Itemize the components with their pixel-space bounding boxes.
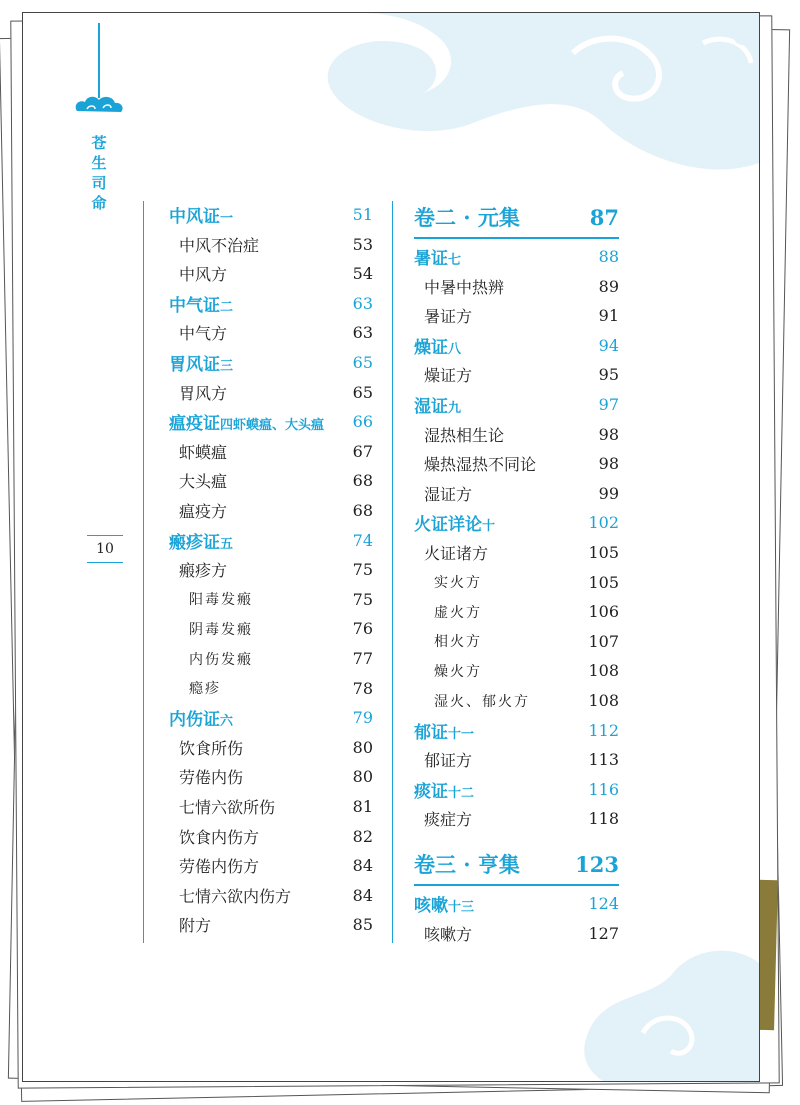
toc-entry-title-text: 大头瘟	[179, 472, 228, 492]
toc-entry-title-text: 内伤发瘢	[189, 651, 253, 668]
toc-chapter-number: 一	[220, 211, 234, 226]
toc-entry-title-text: 燥证	[414, 337, 448, 358]
toc-chapter-entry	[169, 703, 373, 732]
toc-entry-title	[414, 748, 472, 771]
toc-entry-title-text: 瘟疫方	[179, 502, 228, 521]
toc-page-number: 116	[588, 779, 619, 799]
toc-page-number: 80	[352, 767, 373, 787]
toc-entry-title	[414, 333, 461, 358]
toc-entry	[414, 479, 619, 508]
toc-entry-title-text: 阳毒发瘢	[189, 592, 253, 609]
toc-entry-title	[169, 913, 211, 936]
toc-entry-title-text: 瘢疹证	[169, 532, 220, 553]
toc-entry-title	[414, 541, 488, 564]
toc-entry-title-text: 暑证	[414, 249, 448, 269]
toc-page-number: 63	[352, 293, 373, 313]
toc-entry	[169, 851, 373, 880]
toc-chapter-number: 四虾蟆瘟、大头瘟	[220, 418, 325, 434]
toc-entry-title-text: 虚火方	[434, 604, 482, 621]
toc-entry-title	[414, 510, 495, 535]
toc-entry-title	[414, 718, 474, 743]
toc-entry-title-text: 阴毒发瘢	[189, 621, 253, 638]
toc-entry	[414, 538, 619, 567]
toc-page-number: 77	[352, 649, 373, 668]
toc-page-number: 63	[352, 323, 373, 343]
toc-page-number: 75	[352, 589, 373, 609]
toc-entry-title-text: 燥火方	[434, 663, 482, 680]
toc-page-number: 123	[575, 851, 619, 877]
toc-chapter-number: 十二	[448, 785, 475, 801]
toc-page-number: 105	[588, 572, 619, 592]
toc-page-number: 107	[588, 631, 619, 651]
toc-chapter-entry	[414, 242, 619, 271]
toc-chapter-entry	[414, 390, 619, 419]
toc-entry	[414, 568, 619, 597]
toc-entry-title	[169, 765, 243, 788]
toc-chapter-entry	[414, 508, 619, 537]
toc-entry-title	[169, 649, 253, 669]
toc-entry-title	[169, 202, 233, 227]
toc-chapter-number: 十一	[448, 726, 475, 742]
toc-entry-title-text: 湿证方	[424, 484, 473, 504]
toc-entry	[169, 259, 373, 288]
toc-entry	[414, 804, 619, 833]
toc-entry-title-text: 中暑中热辨	[424, 277, 505, 297]
toc-page-number: 51	[352, 205, 373, 224]
toc-entry-title	[169, 589, 253, 609]
toc-entry-title-text: 瘟疫证	[169, 414, 220, 435]
toc-entry	[169, 378, 373, 407]
side-ornament-line	[98, 23, 100, 98]
toc-entry-title	[414, 691, 530, 711]
toc-chapter-number: 二	[220, 299, 234, 315]
toc-entry	[169, 614, 373, 643]
center-column-rule	[392, 201, 393, 943]
toc-page-number: 124	[588, 894, 619, 913]
toc-entry-title	[414, 602, 482, 622]
toc-page-number: 85	[352, 915, 373, 935]
toc-entry-title-text: 瘢疹方	[179, 561, 228, 581]
toc-page-number: 76	[352, 619, 373, 639]
toc-entry-title	[414, 304, 472, 327]
toc-page-number: 97	[598, 395, 619, 414]
toc-entry	[169, 585, 373, 614]
toc-page-number: 79	[352, 708, 373, 728]
toc-entry	[169, 318, 373, 347]
toc-page-number: 91	[598, 306, 619, 326]
toc-entry-title-text: 内伤证	[169, 710, 220, 731]
toc-entry-title-text: 劳倦内伤方	[179, 857, 260, 877]
toc-entry-title-text: 火证诸方	[424, 544, 489, 563]
toc-page-number: 65	[352, 382, 373, 402]
toc-entry-title	[169, 854, 259, 877]
toc-entry-title	[169, 440, 227, 463]
toc-entry-title-text: 中风方	[179, 265, 228, 285]
toc-chapter-entry	[414, 775, 619, 804]
toc-entry-title-text: 中气证	[169, 295, 220, 316]
toc-entry-title	[414, 452, 536, 475]
toc-page-number: 105	[588, 543, 619, 562]
toc-entry	[414, 597, 619, 626]
toc-page-number: 108	[588, 691, 619, 710]
toc-entry	[169, 674, 373, 703]
toc-chapter-number: 八	[448, 341, 462, 357]
toc-entry-title	[169, 469, 227, 492]
side-book-title: 苍生司命	[91, 134, 107, 212]
toc-entry-title-text: 中风不治症	[179, 235, 260, 255]
toc-page-number: 94	[598, 335, 619, 355]
toc-entry-title	[169, 528, 233, 553]
toc-page-number: 118	[588, 809, 619, 829]
toc-chapter-entry	[414, 331, 619, 360]
toc-entry-title	[414, 807, 472, 830]
toc-entry-title-text: 胃风方	[179, 383, 228, 403]
toc-entry	[169, 910, 373, 939]
toc-page-number: 127	[588, 923, 619, 943]
toc-entry-title	[414, 891, 474, 916]
toc-page-number: 87	[589, 204, 619, 230]
toc-left-column	[169, 200, 373, 950]
toc-entry-title-text: 郁证	[414, 722, 448, 743]
toc-entry-title	[414, 572, 482, 592]
toc-volume-heading	[414, 200, 619, 234]
toc-entry-title-text: 相火方	[434, 634, 482, 651]
toc-entry-title	[414, 363, 472, 386]
toc-entry	[414, 360, 619, 389]
toc-entry-title-text: 卷三 · 亨集	[414, 852, 520, 877]
toc-entry	[414, 272, 619, 301]
toc-chapter-number: 七	[448, 253, 462, 268]
toc-entry-title	[169, 736, 243, 759]
toc-entry-title-text: 虾蟆瘟	[179, 442, 228, 462]
toc-entry-title-text: 卷二 · 元集	[414, 205, 520, 230]
toc-entry	[169, 555, 373, 584]
toc-right-column	[414, 200, 619, 950]
toc-entry-title	[169, 705, 233, 730]
toc-entry-title	[414, 244, 461, 269]
toc-entry	[169, 792, 373, 821]
toc-entry-title-text: 七情六欲内伤方	[179, 886, 292, 906]
toc-chapter-entry	[169, 348, 373, 377]
toc-entry	[169, 733, 373, 762]
toc-entry-title	[169, 321, 227, 344]
toc-entry-title-text: 附方	[179, 916, 212, 936]
toc-page-number: 68	[352, 501, 373, 520]
volume-underline	[414, 884, 619, 886]
toc-page-number: 108	[588, 661, 619, 681]
toc-page-number: 106	[588, 602, 619, 622]
toc-entry-title-text: 中风证	[169, 207, 220, 227]
toc-page-number: 84	[352, 856, 373, 876]
toc-entry-title-text: 咳嗽	[414, 896, 448, 916]
toc-entry-title-text: 七情六欲所伤	[179, 798, 276, 817]
toc-page-number: 80	[352, 737, 373, 757]
toc-entry-title	[169, 884, 291, 907]
toc-page-number: 66	[352, 412, 373, 432]
toc-chapter-entry	[414, 889, 619, 918]
toc-chapter-number: 十	[482, 519, 496, 535]
toc-page-number: 98	[598, 424, 619, 444]
toc-entry-title	[414, 661, 482, 681]
toc-page-number: 113	[588, 750, 619, 770]
toc-entry	[414, 420, 619, 449]
toc-page-number: 65	[352, 353, 373, 372]
toc-entry-title	[169, 558, 227, 581]
volume-underline	[414, 237, 619, 239]
toc-entry	[414, 627, 619, 656]
toc-chapter-entry	[169, 526, 373, 555]
toc-page-number: 99	[598, 483, 619, 503]
toc-page-number: 53	[352, 234, 373, 254]
toc-entry-title	[169, 499, 227, 522]
toc-entry-title-text: 湿火、郁火方	[434, 693, 530, 710]
toc-page-number: 54	[352, 264, 373, 284]
toc-entry-title-text: 湿证	[414, 397, 448, 417]
toc-entry-title	[414, 922, 472, 945]
toc-chapter-number: 三	[220, 359, 234, 374]
toc-entry-title-text: 燥证方	[424, 366, 473, 386]
toc-page-number: 74	[352, 530, 373, 550]
toc-entry	[414, 745, 619, 774]
toc-entry-title	[414, 423, 504, 446]
toc-page-number: 89	[598, 276, 619, 296]
toc-entry-title	[169, 678, 221, 698]
toc-chapter-number: 十三	[448, 900, 475, 915]
toc-entry	[414, 301, 619, 330]
toc-entry-title-text: 痰症方	[424, 810, 473, 830]
toc-chapter-number: 六	[220, 714, 234, 730]
toc-entry-title-text: 瘾疹	[189, 681, 221, 698]
toc-entry-title-text: 郁证方	[424, 751, 473, 771]
toc-chapter-entry	[169, 407, 373, 436]
cloud-ornament-bottom	[563, 943, 759, 1081]
toc-entry-title-text: 痰证	[414, 781, 448, 802]
toc-entry-title-text: 湿热相生论	[424, 425, 505, 445]
toc-entry-title-text: 燥热湿热不同论	[424, 455, 537, 475]
toc-entry	[414, 919, 619, 948]
toc-chapter-entry	[414, 716, 619, 745]
toc-page-number: 68	[352, 471, 373, 491]
toc-entry-title	[414, 392, 461, 417]
toc-entry-title-text: 暑证方	[424, 307, 473, 327]
toc-entry	[414, 686, 619, 715]
toc-entry-title	[414, 631, 482, 651]
toc-entry-title	[169, 350, 233, 375]
toc-entry	[169, 644, 373, 673]
toc-page-number: 88	[598, 247, 619, 266]
toc-page-number: 81	[352, 797, 373, 816]
toc-entry-title-text: 饮食内伤方	[179, 827, 260, 847]
toc-volume-heading	[414, 847, 619, 881]
toc-page-number: 112	[588, 720, 619, 740]
toc-entry	[169, 230, 373, 259]
toc-entry-title	[169, 381, 227, 404]
toc-entry-title	[169, 409, 324, 434]
toc-page	[22, 12, 760, 1082]
toc-entry-title	[169, 262, 227, 285]
toc-entry-title-text: 咳嗽方	[424, 924, 473, 944]
toc-entry	[414, 449, 619, 478]
cloud-emblem-icon	[73, 93, 125, 117]
toc-page-number: 67	[352, 441, 373, 461]
toc-chapter-entry	[169, 200, 373, 229]
toc-chapter-number: 九	[448, 401, 462, 416]
toc-chapter-number: 五	[220, 536, 234, 552]
toc-entry-title	[414, 275, 504, 298]
toc-page-number: 75	[352, 560, 373, 580]
toc-entry	[169, 822, 373, 851]
toc-entry-title-text: 实火方	[434, 575, 482, 592]
toc-page-number: 84	[352, 885, 373, 905]
toc-page-number: 98	[598, 454, 619, 474]
page-number: 10	[87, 535, 123, 563]
toc-entry-title	[414, 482, 472, 505]
toc-entry-title-text: 火证详论	[414, 515, 482, 536]
left-column-rule	[143, 201, 144, 943]
toc-entry	[169, 881, 373, 910]
toc-entry-title	[169, 291, 233, 316]
toc-entry-title	[414, 849, 520, 879]
toc-page-number: 102	[588, 513, 619, 533]
toc-entry-title	[169, 825, 259, 848]
cloud-ornament-top	[273, 13, 759, 183]
toc-entry-title	[414, 777, 474, 802]
toc-entry-title	[169, 795, 275, 818]
toc-page-number: 95	[598, 365, 619, 385]
toc-entry	[414, 656, 619, 685]
toc-entry-title	[169, 619, 253, 639]
toc-entry-title-text: 饮食所伤	[179, 738, 244, 758]
toc-entry-title-text: 胃风证	[169, 355, 220, 375]
toc-entry	[169, 437, 373, 466]
toc-entry	[169, 762, 373, 791]
toc-page-number: 78	[352, 678, 373, 698]
toc-entry	[169, 496, 373, 525]
toc-entry-title-text: 劳倦内伤	[179, 768, 244, 788]
toc-entry-title	[414, 202, 520, 232]
toc-page-number: 82	[352, 826, 373, 846]
toc-chapter-entry	[169, 289, 373, 318]
toc-entry-title-text: 中气方	[179, 324, 228, 344]
toc-entry	[169, 466, 373, 495]
toc-entry-title	[169, 233, 259, 256]
